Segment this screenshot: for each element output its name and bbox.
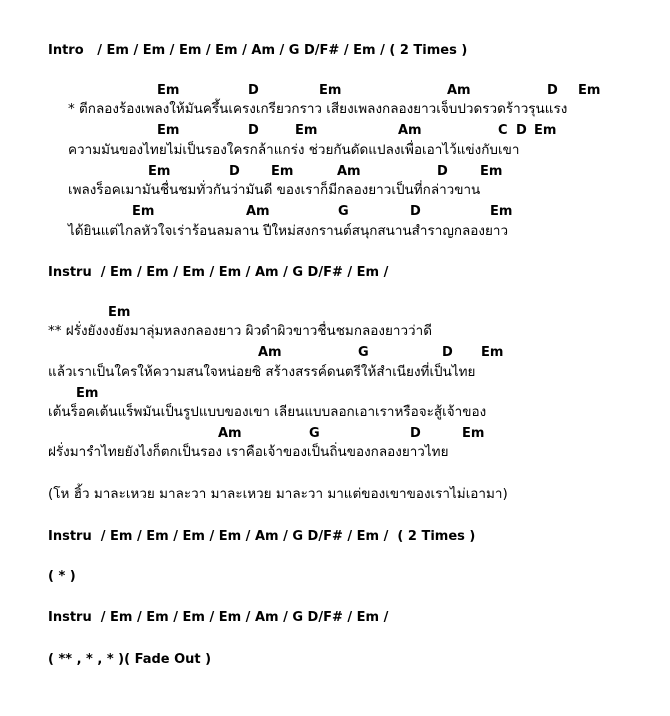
chord: D — [547, 83, 558, 98]
chord: Em — [481, 345, 504, 360]
chord: Em — [132, 204, 155, 219]
chord: Am — [246, 204, 270, 219]
lyric-line: แล้วเราเป็นใครให้ความสนใจหน่อยซิ สร้างสรรค์ดนตรีให้สำเนียงที่เป็นไทย — [48, 364, 476, 380]
chord: Em — [108, 305, 131, 320]
lyric-line: ได้ยินแต่ไกลหัวใจเร่าร้อนลมลาน ปีใหม่สงกรานต์สนุกสนานสำราญกลองยาว — [68, 223, 509, 239]
chord: Am — [258, 345, 282, 360]
chord: D — [229, 164, 240, 179]
chord: Em — [578, 83, 601, 98]
chord: Em — [295, 123, 318, 138]
chord: Em — [148, 164, 171, 179]
lyric-line: เต้นร็อคเต้นแร็พมันเป็นรูปแบบของเขา เลียนแบบลอกเอาเราหรือจะสู้เจ้าของ — [48, 404, 487, 420]
lyric-line: * ตีกลองร้องเพลงให้มันครึ้นเครงเกรียวกราว เสียงเพลงกลองยาวเจ็บปวดรวดร้าวรุนแรง — [68, 101, 568, 117]
instru-line: Instru / Em / Em / Em / Em / Am / G D/F# / Em / ( 2 Times ) — [48, 529, 476, 544]
chord: Em — [534, 123, 557, 138]
chord: G — [309, 426, 320, 441]
chord: Em — [157, 83, 180, 98]
chord: D — [248, 123, 259, 138]
chord: Em — [271, 164, 294, 179]
chord: D — [437, 164, 448, 179]
chord: Em — [462, 426, 485, 441]
spoken-line: (โห ฮิ้ว มาละเหวย มาละวา มาละเหวย มาละวา มาแต่ของเขาของเราไม่เอามา) — [48, 486, 508, 502]
chord: D — [442, 345, 453, 360]
chord: D — [410, 204, 421, 219]
chord: G — [338, 204, 349, 219]
intro-line: Intro / Em / Em / Em / Em / Am / G D/F# / Em / ( 2 Times ) — [48, 43, 468, 58]
instru-line: Instru / Em / Em / Em / Em / Am / G D/F# / Em / — [48, 265, 389, 280]
repeat-line: ( * ) — [48, 569, 76, 584]
chord: D — [410, 426, 421, 441]
chord: Am — [218, 426, 242, 441]
outro-line: ( ** , * , * )( Fade Out ) — [48, 652, 212, 667]
chord: Am — [337, 164, 361, 179]
chord: Em — [480, 164, 503, 179]
chord: G — [358, 345, 369, 360]
instru-line: Instru / Em / Em / Em / Em / Am / G D/F# / Em / — [48, 610, 389, 625]
chord: Em — [319, 83, 342, 98]
chord: D — [248, 83, 259, 98]
chord: C — [498, 123, 508, 138]
chord: Em — [76, 386, 99, 401]
lyric-line: เพลงร็อคเมามันชื่นชมทั่วกันว่ามันดี ของเราก็มีกลองยาวเป็นที่กล่าวขาน — [68, 182, 481, 198]
chord: D — [516, 123, 527, 138]
lyric-line: ** ฝรั่งยังงงยังมาลุ่มหลงกลองยาว ผิวดำผิวขาวชื่นชมกลองยาวว่าดี — [48, 323, 432, 339]
chord: Em — [157, 123, 180, 138]
chord: Am — [447, 83, 471, 98]
lyric-line: ความมันของไทยไม่เป็นรองใครกล้าแกร่ง ช่วยกันดัดแปลงเพื่อเอาไว้แข่งกับเขา — [68, 142, 520, 158]
chord: Am — [398, 123, 422, 138]
chord: Em — [490, 204, 513, 219]
lyric-line: ฝรั่งมารำไทยยังไงก็ตกเป็นรอง เราคือเจ้าของเป็นถิ่นของกลองยาวไทย — [48, 444, 449, 460]
